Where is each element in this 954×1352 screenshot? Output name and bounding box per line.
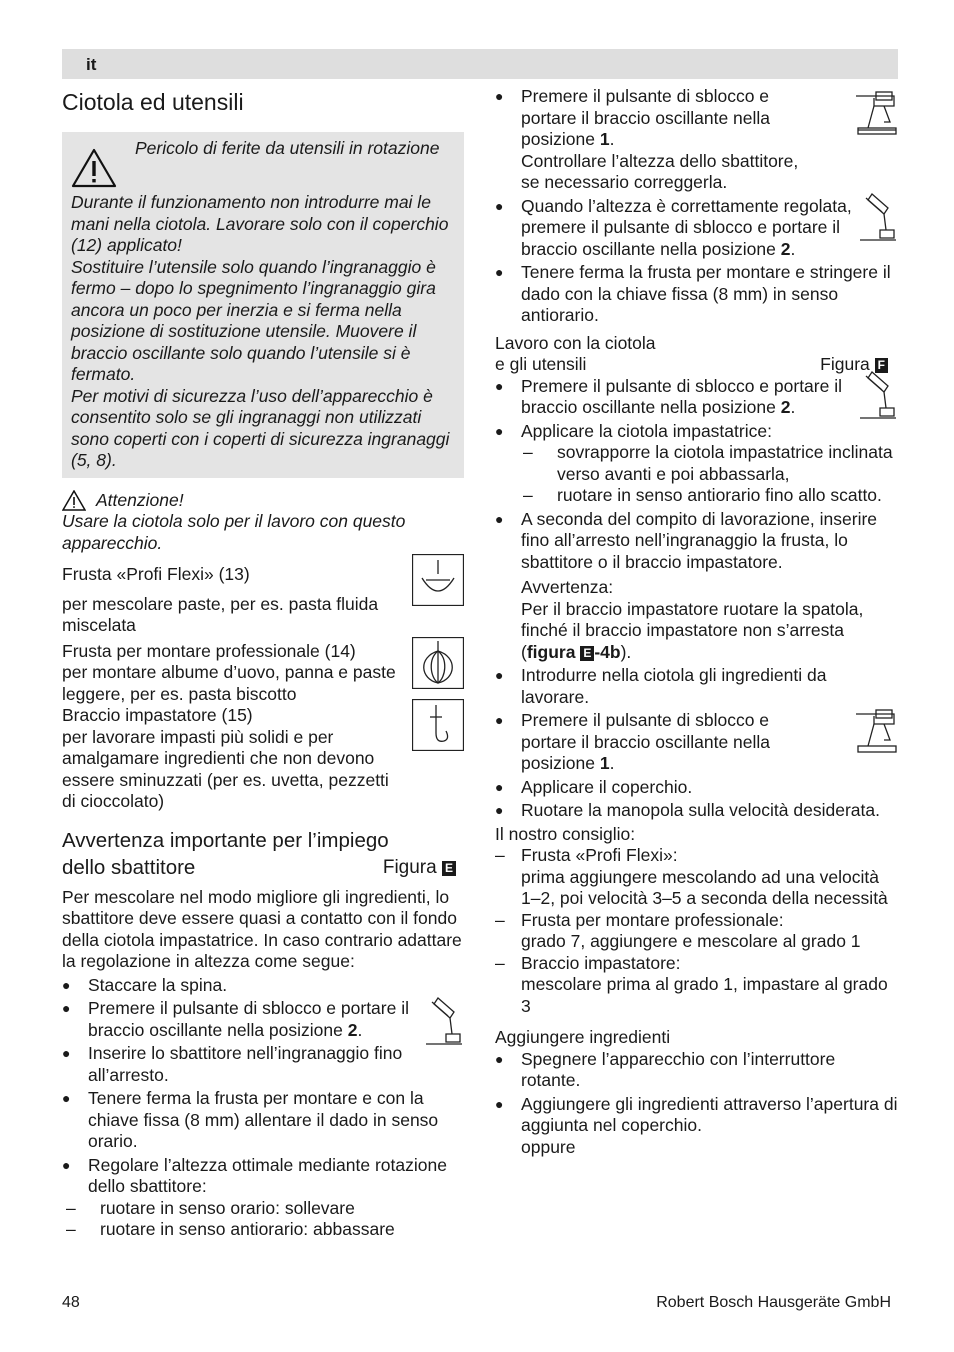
list-item: ● Spegnere l’apparecchio con l’interruttore rotante. [495, 1049, 898, 1092]
tool-professional-whisk [62, 641, 464, 706]
list-item: ● Premere il pulsante di sblocco e portare il braccio oscillante nella posizione 1. Controllare l’altezza dello sbattitore, se necessario correggerla. [495, 86, 898, 194]
list-item: ● Aggiungere gli ingredienti attraverso l’apertura di aggiunta nel coperchio. oppure [495, 1094, 898, 1159]
list-subitem: – ruotare in senso antiorario fino allo scatto. [519, 485, 898, 507]
danger-box [62, 132, 464, 478]
list-item: ● Applicare il coperchio. [495, 777, 898, 799]
tool-desc: per mescolare paste, per es. pasta fluida miscelata [62, 593, 379, 635]
note-title: Avvertenza: [521, 577, 614, 597]
attention-note [62, 490, 464, 555]
tool-desc: per montare albume d’uovo, panna e paste leggere, per es. pasta biscotto [62, 662, 396, 704]
left-column [62, 84, 464, 1243]
list-item: ● Inserire lo sbattitore nell’ingranaggio fino all’arresto. [62, 1043, 464, 1086]
balloon-whisk-figure [412, 637, 464, 689]
work-heading: Lavoro con la ciotola e gli utensili Figura F [495, 333, 898, 376]
list-item: ● Tenere ferma la frusta per montare e stringere il dado con la chiave fissa (8 mm) in senso antiorario. [495, 262, 898, 327]
tip-heading: Il nostro consiglio: [495, 823, 636, 844]
mixer-position-2-figure [858, 370, 898, 422]
height-steps [495, 86, 898, 327]
tip-list [495, 845, 898, 1017]
list-item: ● Premere il pulsante di sblocco e portare il braccio oscillante nella posizione 1. [495, 710, 898, 775]
list-item: ● Introdurre nella ciotola gli ingredienti da lavorare. [495, 665, 898, 708]
list-item: ● A seconda del compito di lavorazione, inserire fino all’arresto nell’ingranaggio la frusta, lo sbattitore o il braccio impastatore. Avvertenza: Per il braccio impastatore ruotare la spatola, finché il braccio impastatore non s’arresta (figura E -4b). [495, 509, 898, 664]
tool-desc: per lavorare impasti più solidi e per amalgamare ingredienti che non devono essere sminuzzati (per es. uvetta, pezzetti di cioccolato) [62, 726, 389, 811]
note [521, 577, 898, 663]
warning-triangle-icon [62, 490, 86, 511]
list-item: ● Ruotare la manopola sulla velocità desiderata. [495, 800, 898, 822]
tool-name: Braccio impastatore (15) [62, 705, 253, 725]
note-text: Per il braccio impastatore ruotare la spatola, finché il braccio impastatore non s’arresta (figura E -4b). [521, 598, 864, 662]
mixer-arm-figure [424, 996, 464, 1048]
attention-text: Usare la ciotola solo per il lavoro con questo apparecchio. [62, 511, 406, 553]
company-name: Robert Bosch Hausgeräte GmbH [656, 1294, 891, 1311]
language-bar [62, 49, 898, 79]
danger-text-3: Per motivi di sicurezza l’uso dell’apparecchio è consentito solo se gli ingranaggi non utilizzati sono coperti con i coperti di sicurezza ingranaggi (5, 8). [71, 385, 450, 470]
tool-dough-hook [62, 705, 464, 813]
dough-hook-figure [412, 699, 464, 751]
beater-steps [62, 975, 464, 1241]
language-code: it [86, 55, 97, 74]
figure-reference: Figura E [383, 854, 456, 881]
figure-reference: Figura F [820, 354, 888, 376]
mixer-position-1-figure [854, 88, 898, 136]
right-column [495, 86, 898, 1160]
add-heading: Aggiungere ingredienti [495, 1027, 671, 1047]
tool-profi-flexi [62, 564, 464, 637]
list-item: ● Staccare la spina. [62, 975, 464, 997]
danger-heading: Pericolo di ferite da utensili in rotazione [71, 138, 454, 182]
section-heading-beater-note: Avvertenza importante per l’impiego dello sbattitore Figura E [62, 827, 464, 881]
page-number: 48 [62, 1294, 80, 1311]
list-item: ● Quando l’altezza è correttamente regolata, premere il pulsante di sblocco e portare il braccio oscillante nella posizione 2. [495, 196, 898, 261]
mixer-position-1-figure [854, 706, 898, 754]
list-subitem: – ruotare in senso orario: sollevare [62, 1198, 464, 1220]
list-item: – Frusta «Profi Flexi»: prima aggiungere mescolando ad una velocità 1–2, poi velocità 3–5 a seconda della necessità [495, 845, 898, 910]
add-steps [495, 1049, 898, 1159]
list-subitem: – ruotare in senso antiorario: abbassare [62, 1219, 464, 1241]
attention-title: Attenzione! [96, 489, 184, 510]
list-subitem: – sovrapporre la ciotola impastatrice inclinata verso avanti e poi abbassarla, [519, 442, 898, 485]
section-intro: Per mescolare nel modo migliore gli ingredienti, lo sbattitore deve essere quasi a contatto con il fondo della ciotola impastatrice. In caso contrario adattare la regolazione in altezza come segue: [62, 886, 462, 971]
list-item: ● Premere il pulsante di sblocco e portare il braccio oscillante nella posizione 2. [495, 376, 898, 419]
list-item: ● Applicare la ciotola impastatrice: – sovrapporre la ciotola impastatrice inclinata verso avanti e poi abbassarla, – ruotare in senso antiorario fino allo scatto. [495, 421, 898, 507]
page-title: Ciotola ed utensili [62, 89, 244, 115]
danger-text-2: Sostituire l’utensile solo quando l’ingranaggio è fermo – dopo lo spegnimento l’ingranaggio gira ancora un poco per inerzia e si ferma nella posizione di sostituzione utensile. Muovere il braccio oscillante solo quando l’utensile si è fermato. [71, 256, 436, 384]
list-item: ● Premere il pulsante di sblocco e portare il braccio oscillante nella posizione 2. [62, 998, 464, 1041]
work-steps [495, 376, 898, 822]
list-item: – Braccio impastatore: mescolare prima al grado 1, impastare al grado 3 [495, 953, 898, 1018]
tool-name: Frusta per montare professionale (14) [62, 640, 356, 661]
tool-name: Frusta «Profi Flexi» (13) [62, 564, 250, 584]
whisk-figure [412, 554, 464, 606]
mixer-position-2-figure [858, 192, 898, 244]
list-item: – Frusta per montare professionale: grado 7, aggiungere e mescolare al grado 1 [495, 910, 898, 953]
list-item: ● Regolare l’altezza ottimale mediante rotazione dello sbattitore: – ruotare in senso orario: sollevare – ruotare in senso antiorario: abbassare [62, 1155, 464, 1241]
warning-triangle-icon [71, 148, 117, 188]
list-item: ● Tenere ferma la frusta per montare e con la chiave fissa (8 mm) allentare il dado in senso orario. [62, 1088, 464, 1153]
danger-text-1: Durante il funzionamento non introdurre mai le mani nella ciotola. Lavorare solo con il coperchio (12) applicato! [71, 192, 449, 255]
